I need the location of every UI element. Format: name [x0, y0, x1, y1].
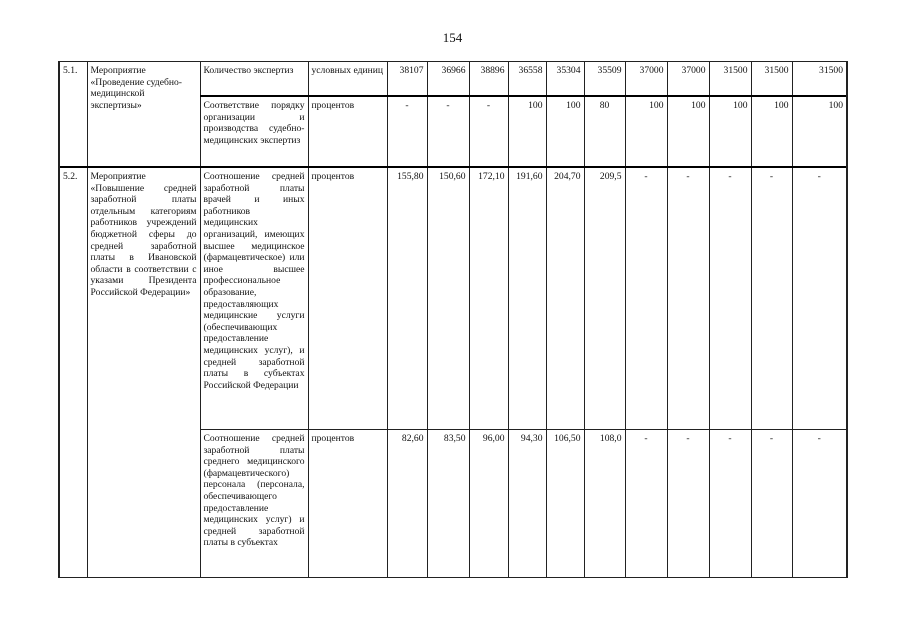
value-cell: 96,00: [469, 430, 508, 578]
value-cell: 94,30: [508, 430, 546, 578]
value-cell: 31500: [751, 62, 792, 97]
value-cell: -: [427, 96, 469, 167]
value-cell: 31500: [792, 62, 847, 97]
value-cell: 191,60: [508, 167, 546, 430]
value-cell: 100: [625, 96, 667, 167]
value-cell: -: [792, 167, 847, 430]
value-cell: 37000: [667, 62, 709, 97]
unit-cell: процентов: [308, 430, 387, 578]
indicator-name: Соотношение средней заработной платы среднего медицинского (фармацевтического) персонала (персонала, обеспечивающего предоставление медицинских услуг) и средней заработной платы в субъектах: [200, 430, 308, 578]
value-cell: -: [751, 430, 792, 578]
page-number: 154: [442, 30, 463, 45]
value-cell: 38107: [387, 62, 427, 97]
value-cell: 35509: [584, 62, 625, 97]
value-cell: -: [751, 167, 792, 430]
value-cell: 36558: [508, 62, 546, 97]
value-cell: -: [709, 430, 751, 578]
value-cell: 150,60: [427, 167, 469, 430]
value-cell: 209,5: [584, 167, 625, 430]
table-row: [59, 62, 847, 97]
value-cell: -: [387, 96, 427, 167]
value-cell: 106,50: [546, 430, 584, 578]
unit-cell: процентов: [308, 96, 387, 167]
row-number: 5.1.: [59, 62, 87, 168]
value-cell: 100: [792, 96, 847, 167]
value-cell: 82,60: [387, 430, 427, 578]
value-cell: 155,80: [387, 167, 427, 430]
value-cell: 100: [508, 96, 546, 167]
table-row: [59, 167, 847, 430]
value-cell: -: [667, 430, 709, 578]
value-cell: 80: [584, 96, 625, 167]
value-cell: 100: [751, 96, 792, 167]
indicator-name: Количество экспертиз: [200, 62, 308, 97]
measure-name: Мероприятие «Повышение средней заработной платы отдельным категориям работников учреждений бюджетной сферы до средней заработной платы в Ивановской области в соответствии с указами Президента Российской Федерации»: [87, 167, 200, 578]
value-cell: 31500: [709, 62, 751, 97]
value-cell: 100: [709, 96, 751, 167]
indicator-name: Соответствие порядку организации и производства судебно-медицинских экспертиз: [200, 96, 308, 167]
value-cell: 36966: [427, 62, 469, 97]
unit-cell: процентов: [308, 167, 387, 430]
value-cell: 100: [667, 96, 709, 167]
value-cell: 37000: [625, 62, 667, 97]
value-cell: 35304: [546, 62, 584, 97]
value-cell: 108,0: [584, 430, 625, 578]
indicators-table: [58, 61, 848, 578]
value-cell: -: [469, 96, 508, 167]
value-cell: 83,50: [427, 430, 469, 578]
value-cell: 172,10: [469, 167, 508, 430]
value-cell: -: [709, 167, 751, 430]
value-cell: -: [625, 167, 667, 430]
unit-cell: условных единиц: [308, 62, 387, 97]
value-cell: -: [667, 167, 709, 430]
value-cell: 38896: [469, 62, 508, 97]
value-cell: -: [792, 430, 847, 578]
value-cell: 204,70: [546, 167, 584, 430]
value-cell: 100: [546, 96, 584, 167]
measure-name: Мероприятие «Проведение судебно-медицинской экспертизы»: [87, 62, 200, 168]
value-cell: -: [625, 430, 667, 578]
indicator-name: Соотношение средней заработной платы врачей и иных работников медицинских организаций, имеющих высшее медицинское (фармацевтическое) или иное высшее профессиональное образование, предоставляющих медицинские услуги (обеспечивающих предоставление медицинских услуг), и средней заработной платы в субъектах Российской Федерации: [200, 167, 308, 430]
row-number: 5.2.: [59, 167, 87, 578]
